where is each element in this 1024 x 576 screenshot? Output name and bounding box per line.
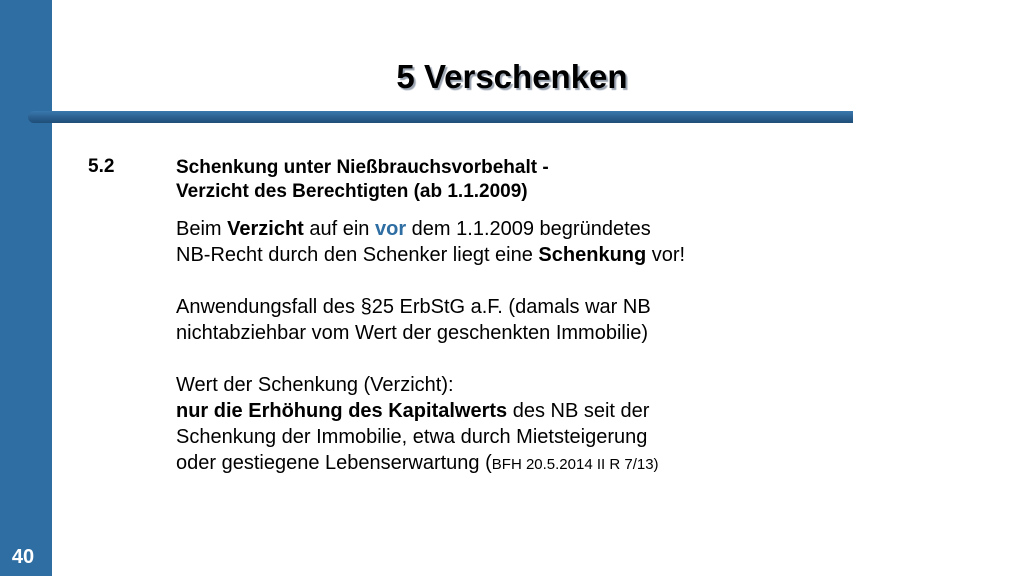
section-heading-line1: Schenkung unter Nießbrauchsvorbehalt - <box>176 157 549 178</box>
text-segment: auf ein <box>303 218 375 240</box>
bold-schenkung: Schenkung <box>538 244 647 266</box>
paragraph-verzicht-line2 <box>176 242 876 268</box>
paragraph-wert-line1: Wert der Schenkung (Verzicht): <box>176 374 454 396</box>
text-segment: vor! <box>646 244 686 266</box>
paragraph-wert <box>176 372 876 478</box>
paragraph-anwendungsfall <box>176 294 876 346</box>
text-segment: des NB seit der <box>507 400 650 422</box>
title-underline-bar <box>28 111 853 123</box>
text-segment: Beim <box>176 218 228 240</box>
section-number: 5.2 <box>88 156 115 177</box>
page-number: 40 <box>11 546 35 568</box>
paragraph-anwendungsfall-line2: nichtabziehbar vom Wert der geschenkten Immobilie) <box>176 322 649 344</box>
paragraph-anwendungsfall-line1: Anwendungsfall des §25 ErbStG a.F. (damals war NB <box>176 296 651 318</box>
section-heading-line2: Verzicht des Berechtigten (ab 1.1.2009) <box>176 181 528 202</box>
paragraph-verzicht <box>176 216 876 268</box>
bold-verzicht: Verzicht <box>227 218 304 240</box>
text-segment: oder gestiegene Lebenserwartung ( <box>176 452 492 474</box>
paragraph-wert-line2 <box>176 398 876 424</box>
section-heading <box>176 156 876 204</box>
court-citation: BFH 20.5.2014 II R 7/13) <box>491 456 659 473</box>
slide-content <box>176 156 876 478</box>
text-segment: dem 1.1.2009 begründetes <box>406 218 651 240</box>
slide-title: 5 Verschenken <box>396 58 628 95</box>
text-segment: NB-Recht durch den Schenker liegt eine <box>176 244 539 266</box>
highlight-vor: vor <box>375 218 407 240</box>
bold-kapitalwert: nur die Erhöhung des Kapitalwerts <box>176 400 508 422</box>
paragraph-wert-line4 <box>176 450 876 478</box>
paragraph-verzicht-line1 <box>176 216 876 242</box>
paragraph-wert-line3: Schenkung der Immobilie, etwa durch Mietsteigerung <box>176 426 648 448</box>
